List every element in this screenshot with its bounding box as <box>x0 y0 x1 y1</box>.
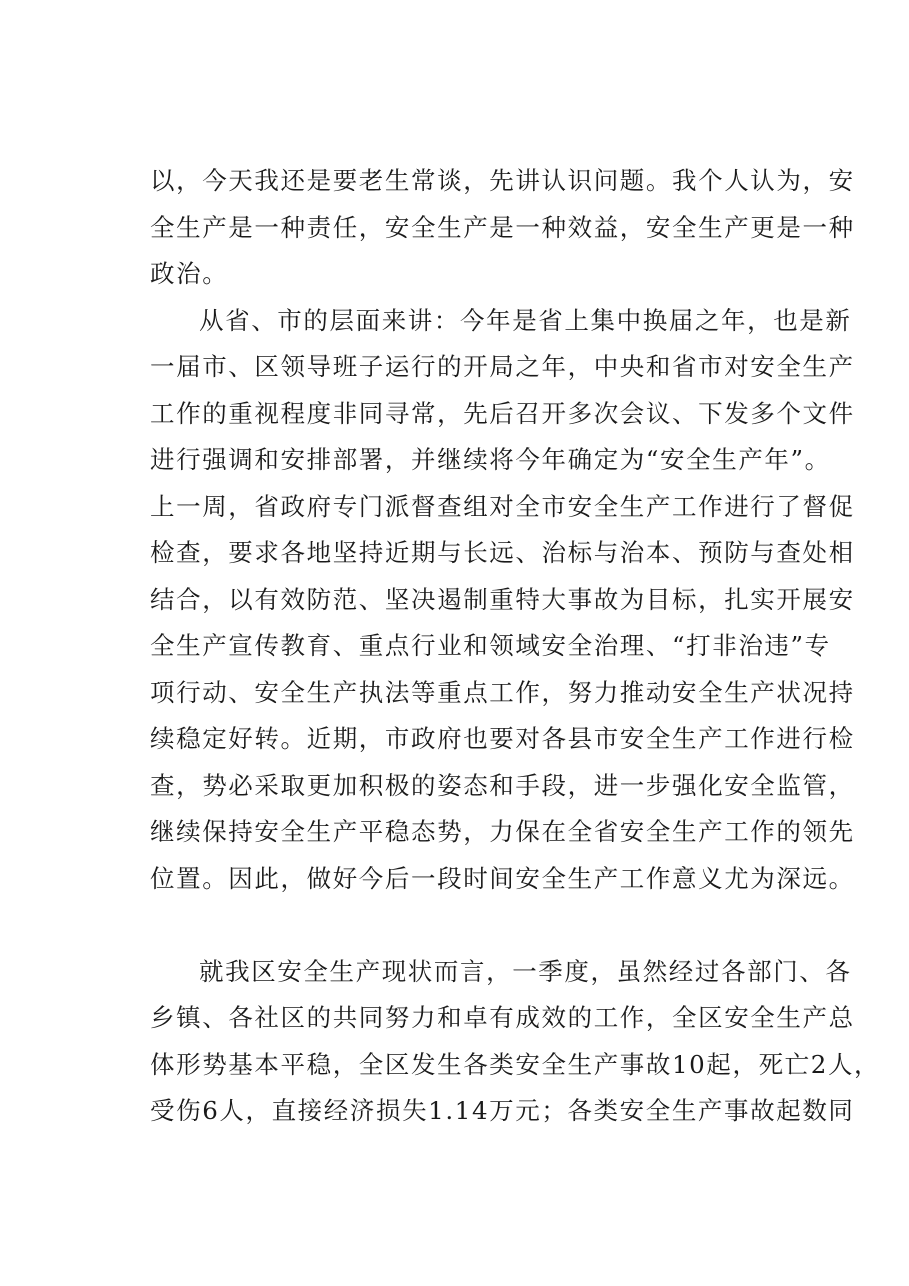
text-line: 工作的重视程度非同寻常，先后召开多次会议、下发多个文件 <box>150 398 855 428</box>
paragraph <box>150 158 855 298</box>
text-line: 续稳定好转。近期，市政府也要对各县市安全生产工作进行检 <box>150 724 855 753</box>
text-line: 上一周，省政府专门派督查组对全市安全生产工作进行了督促 <box>150 491 855 521</box>
text-line: 进行强调和安排部署，并继续将今年确定为“安全生产年”。 <box>150 445 831 474</box>
text-line: 查，势必采取更加积极的姿态和手段，进一步强化安全监管， <box>150 770 855 800</box>
text-line: 政治。 <box>150 259 229 288</box>
text-line: 体形势基本平稳，全区发生各类安全生产事故10起，死亡2人， <box>150 1049 881 1079</box>
text-line: 从省、市的层面来讲：今年是省上集中换届之年，也是新 <box>199 305 852 335</box>
text-line <box>150 902 800 949</box>
text-line: 检查，要求各地坚持近期与长远、治标与治本、预防与查处相 <box>150 538 855 567</box>
text-line: 全生产是一种责任，安全生产是一种效益，安全生产更是一种 <box>150 212 855 242</box>
document-body <box>150 158 881 1135</box>
text-line: 位置。因此，做好今后一段时间安全生产工作意义尤为深远。 <box>150 863 855 893</box>
paragraph <box>150 949 881 1135</box>
text-line: 乡镇、各社区的共同努力和卓有成效的工作，全区安全生产总 <box>150 1003 855 1032</box>
text-line: 以，今天我还是要老生常谈，先讲认识问题。我个人认为，安 <box>150 166 855 195</box>
paragraph <box>150 298 855 949</box>
text-line: 一届市、区领导班子运行的开局之年，中央和省市对安全生产 <box>150 352 855 381</box>
text-line: 全生产宣传教育、重点行业和领域安全治理、“打非治违”专 <box>150 631 831 660</box>
text-line: 就我区安全生产现状而言，一季度，虽然经过各部门、各 <box>199 956 852 986</box>
text-line: 受伤6人，直接经济损失1.14万元；各类安全生产事故起数同 <box>150 1096 855 1125</box>
text-line: 项行动、安全生产执法等重点工作，努力推动安全生产状况持 <box>150 677 855 707</box>
text-line: 结合，以有效防范、坚决遏制重特大事故为目标，扎实开展安 <box>150 584 855 614</box>
text-line: 继续保持安全生产平稳态势，力保在全省安全生产工作的领先 <box>150 817 855 846</box>
